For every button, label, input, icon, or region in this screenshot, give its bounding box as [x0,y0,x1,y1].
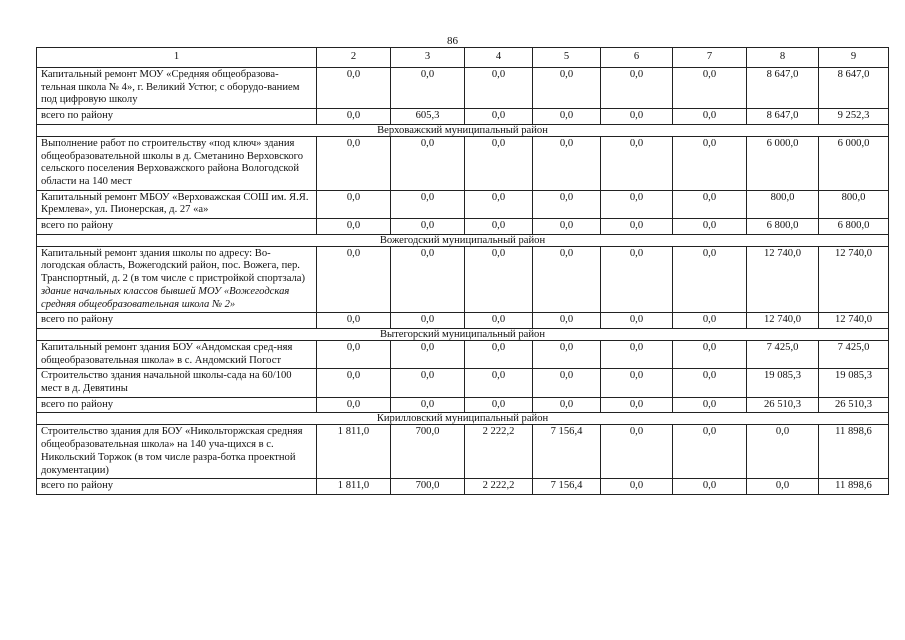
value-cell: 11 898,6 [819,425,889,479]
district-name: Верховажский муниципальный район [37,124,889,136]
value-cell: 0,0 [601,369,673,397]
district-name: Вожегодский муниципальный район [37,234,889,246]
district-total-row [37,479,889,495]
total-value-cell: 6 800,0 [819,219,889,235]
value-cell: 0,0 [465,136,533,190]
total-value-cell: 2 222,2 [465,479,533,495]
total-value-cell: 0,0 [317,397,391,413]
column-header: 7 [673,48,747,68]
column-header: 8 [747,48,819,68]
value-cell: 0,0 [391,246,465,313]
object-name-italic: здание начальных классов бывшей МОУ «Вожегодская средняя общеобразовательная школа № 2» [41,285,290,310]
value-cell: 0,0 [317,136,391,190]
value-cell: 0,0 [465,369,533,397]
district-total-row [37,313,889,329]
value-cell: 12 740,0 [819,246,889,313]
total-label: всего по району [37,109,317,125]
value-cell: 0,0 [601,68,673,109]
value-cell: 0,0 [533,369,601,397]
column-header: 9 [819,48,889,68]
object-name-text: Строительство здания начальной школы-сада на 60/100 мест в д. Девятины [41,370,292,395]
object-name [37,190,317,218]
value-cell: 0,0 [673,425,747,479]
total-value-cell: 0,0 [391,219,465,235]
value-cell: 0,0 [317,68,391,109]
value-cell: 0,0 [465,68,533,109]
value-cell: 0,0 [391,136,465,190]
total-value-cell: 0,0 [673,109,747,125]
object-name [37,136,317,190]
value-cell: 800,0 [747,190,819,218]
total-value-cell: 0,0 [747,479,819,495]
column-header-row [37,48,889,68]
value-cell: 0,0 [601,340,673,368]
object-name-text: Капитальный ремонт здания БОУ «Андомская сред-няя общеобразовательная школа» в с. Андомский Погост [41,341,293,366]
object-name-text: Выполнение работ по строительству «под ключ» здания общеобразовательной школы в д. Сметанино Верховского сельского поселения Верховажского района Вологодской области на 140 мест [41,137,304,187]
column-header: 2 [317,48,391,68]
total-value-cell: 0,0 [317,109,391,125]
district-name: Кирилловский муниципальный район [37,413,889,425]
object-name [37,369,317,397]
value-cell: 0,0 [317,246,391,313]
district-header-row [37,124,889,136]
table-row [37,190,889,218]
total-label: всего по району [37,313,317,329]
value-cell: 0,0 [673,136,747,190]
value-cell: 0,0 [317,190,391,218]
total-value-cell: 0,0 [391,313,465,329]
value-cell: 0,0 [601,190,673,218]
total-value-cell: 11 898,6 [819,479,889,495]
value-cell: 0,0 [465,340,533,368]
value-cell: 1 811,0 [317,425,391,479]
total-label: всего по району [37,219,317,235]
value-cell: 0,0 [601,246,673,313]
total-value-cell: 26 510,3 [747,397,819,413]
total-value-cell: 0,0 [391,397,465,413]
value-cell: 0,0 [465,190,533,218]
total-value-cell: 7 156,4 [533,479,601,495]
district-total-row [37,397,889,413]
budget-table [36,47,889,495]
value-cell: 8 647,0 [819,68,889,109]
total-value-cell: 0,0 [673,219,747,235]
value-cell: 0,0 [391,190,465,218]
value-cell: 7 156,4 [533,425,601,479]
value-cell: 0,0 [533,68,601,109]
total-value-cell: 0,0 [533,219,601,235]
total-value-cell: 0,0 [601,479,673,495]
total-value-cell: 0,0 [465,313,533,329]
district-header-row [37,413,889,425]
total-value-cell: 12 740,0 [819,313,889,329]
value-cell: 0,0 [673,68,747,109]
object-name-text: Капитальный ремонт МОУ «Средняя общеобразова-тельная школа № 4», г. Великий Устюг, с оборудо-ванием под цифровую школу [41,69,300,106]
value-cell: 0,0 [673,246,747,313]
district-total-row [37,109,889,125]
value-cell: 0,0 [391,369,465,397]
total-value-cell: 700,0 [391,479,465,495]
total-value-cell: 26 510,3 [819,397,889,413]
object-name [37,425,317,479]
value-cell: 6 000,0 [819,136,889,190]
value-cell: 19 085,3 [819,369,889,397]
object-name-text: Капитальный ремонт МБОУ «Верховажская СОШ им. Я.Я. Кремлева», ул. Пионерская, д. 27 «а» [41,191,309,216]
table-row [37,369,889,397]
total-value-cell: 0,0 [465,397,533,413]
object-name [37,340,317,368]
total-value-cell: 0,0 [601,397,673,413]
total-label: всего по району [37,397,317,413]
value-cell: 0,0 [465,246,533,313]
value-cell: 2 222,2 [465,425,533,479]
value-cell: 0,0 [601,425,673,479]
table-row [37,136,889,190]
value-cell: 0,0 [673,369,747,397]
total-value-cell: 6 800,0 [747,219,819,235]
value-cell: 7 425,0 [819,340,889,368]
district-total-row [37,219,889,235]
total-value-cell: 0,0 [673,397,747,413]
table-row [37,340,889,368]
total-value-cell: 0,0 [533,109,601,125]
total-value-cell: 0,0 [465,109,533,125]
total-value-cell: 0,0 [673,313,747,329]
object-name [37,246,317,313]
value-cell: 0,0 [673,190,747,218]
value-cell: 0,0 [533,190,601,218]
column-header: 3 [391,48,465,68]
column-header: 4 [465,48,533,68]
value-cell: 0,0 [391,340,465,368]
object-name-text: Строительство здания для БОУ «Никольторжская средняя общеобразовательная школа» на 140 уча-щихся в с. Никольский Торжок (в том числе разра-ботка проектной документации) [41,426,303,476]
value-cell: 8 647,0 [747,68,819,109]
total-value-cell: 12 740,0 [747,313,819,329]
table-row [37,68,889,109]
district-header-row [37,234,889,246]
total-value-cell: 0,0 [317,219,391,235]
total-value-cell: 605,3 [391,109,465,125]
table-row [37,246,889,313]
total-value-cell: 8 647,0 [747,109,819,125]
value-cell: 0,0 [391,68,465,109]
column-header: 6 [601,48,673,68]
district-name: Вытегорский муниципальный район [37,328,889,340]
value-cell: 700,0 [391,425,465,479]
total-label: всего по району [37,479,317,495]
value-cell: 0,0 [533,136,601,190]
value-cell: 12 740,0 [747,246,819,313]
total-value-cell: 0,0 [533,397,601,413]
table-body [37,48,889,495]
value-cell: 0,0 [317,340,391,368]
total-value-cell: 0,0 [601,219,673,235]
value-cell: 6 000,0 [747,136,819,190]
total-value-cell: 0,0 [533,313,601,329]
value-cell: 0,0 [533,246,601,313]
table-row [37,425,889,479]
district-header-row [37,328,889,340]
value-cell: 0,0 [317,369,391,397]
column-header: 1 [37,48,317,68]
value-cell: 19 085,3 [747,369,819,397]
value-cell: 7 425,0 [747,340,819,368]
total-value-cell: 9 252,3 [819,109,889,125]
value-cell: 0,0 [601,136,673,190]
total-value-cell: 1 811,0 [317,479,391,495]
value-cell: 0,0 [673,340,747,368]
value-cell: 800,0 [819,190,889,218]
total-value-cell: 0,0 [317,313,391,329]
total-value-cell: 0,0 [465,219,533,235]
value-cell: 0,0 [533,340,601,368]
column-header: 5 [533,48,601,68]
total-value-cell: 0,0 [601,109,673,125]
value-cell: 0,0 [747,425,819,479]
object-name-text: Капитальный ремонт здания школы по адресу: Во-логодская область, Вожегодский район, пос. Вожега, пер. Транспортный, д. 2 (в том числе с пристройкой спортзала) [41,247,306,285]
total-value-cell: 0,0 [601,313,673,329]
page-number: 86 [447,35,458,47]
object-name [37,68,317,109]
total-value-cell: 0,0 [673,479,747,495]
